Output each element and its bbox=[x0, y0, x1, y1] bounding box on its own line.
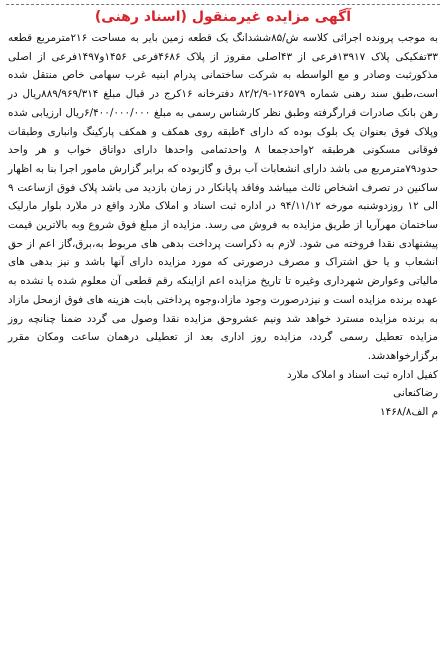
notice-body-text: به موجب پرونده اجرائی کلاسه ش/۸۵ششدانگ یک قطعه زمین بایر به مساحت ۲۱۶مترمربع قطعه ۳۳تفکیکی پلاک ۱۳۹۱۷فرعی از ۴۳اصلی مفروز از پلاک ۴۶۸۶فرعی ۱۴۵۶و۱۴۹۷فرعی از اصلی مذکورثبت وصادر و مع الواسطه به شرکت ساختمانی پدرام ابنیه غرب سهامی خاص منتقل شده است،طبق سند رهنی شماره ۱۲۶۵۷۹-۸۲/۲/۹ دفترخانه ۱۶کرج در قبال مبلغ ۸۸۹/۹۶۹/۳۱۴ریال در رهن بانک صادرات قرارگرفته وطبق نظر کارشناس رسمی به مبلغ ۶/۴۰۰/۰۰۰/۰۰۰ریال ارزیابی شده وپلاک فوق بعنوان یک بلوک بوده که دارای ۴طبقه روی همکف و همکف پارکینگ وانباری وطبقات فوقانی مسکونی هرطبقه ۲واحدجمعا ۸ واحدتمامی واحدها دارای دواتاق خواب و هر واحد حدود۷۹مترمربع می باشد دارای انشعابات آب برق و گازبوده که برابر گزارش مامور اجرا بنا به اظهار ساکنین در تصرف اشخاص ثالث میباشد وفاقد پایانکار در زمان بازدید می باشد پلاک فوق ازساعت ۹ الی ۱۲ روزدوشنبه مورخه ۹۴/۱۱/۱۲ در اداره ثبت اسناد و املاک ملارد واقع در ملارد بلوار مارلیک ساختمان مهرآریا از طریق مزایده به فروش می رسد. مزایده از مبلغ فوق شروع وبه بالاترین قیمت پیشنهادی نقدا فروخته می شود. لازم به ذکراست پرداخت بدهی های مربوط به،برق،گاز اعم از حق انشعاب و یا حق اشتراک و مصرف درصورتی که مورد مزایده دارای آنها باشد و نیز بدهی های مالیاتی وعوارض شهرداری وغیره تا تاریخ مزایده اعم ازاینکه رقم قطعی آن معلوم شده یا نشده به عهده برنده مزایده است و نیزدرصورت وجود مازاد،وجوه پرداختی بابت هزینه های فوق ازمحل مازاد به برنده مزایده مسترد خواهد شد ونیم عشروحق مزایده نقدا وصول می گردد ضمنا چنانچه روز مزایده تعطیل رسمی گردد، مزایده روز اداری بعد از تعطیلی درهمان ساعت ومکان مقرر برگزارخواهدشد. bbox=[8, 32, 439, 362]
notice-title: آگهی مزایده غیرمنقول (اسناد رهنی) bbox=[94, 9, 352, 25]
notice-body bbox=[6, 29, 440, 366]
signature-name: رضاکنعانی bbox=[393, 387, 438, 400]
reference-number: م الف۱۴۶۸/۸ bbox=[380, 406, 438, 419]
top-divider bbox=[6, 4, 440, 5]
signature-office: کفیل اداره ثبت اسناد و املاک ملارد bbox=[286, 368, 438, 381]
